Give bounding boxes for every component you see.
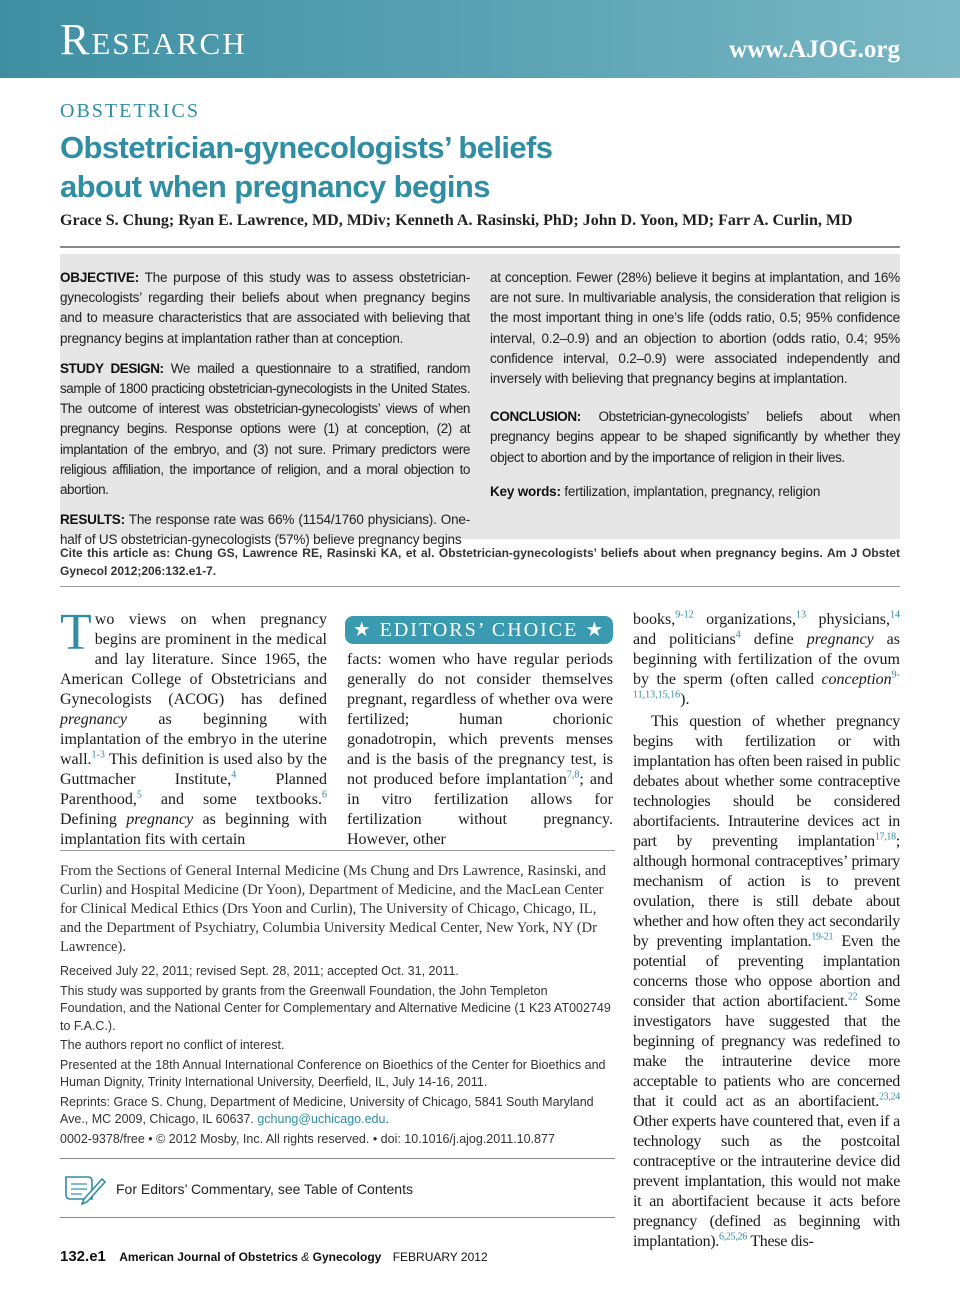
journal-name-2: Gynecology (312, 1250, 382, 1264)
title-line-1: Obstetrician-gynecologists’ beliefs (60, 130, 553, 165)
abstract-keywords: Key words: fertilization, implantation, pregnancy, religion (490, 483, 821, 499)
abstract-box (60, 254, 900, 548)
abstract-results-a: RESULTS: The response rate was 66% (1154/1760 physicians). One-half of US obstetrician-gynecologists (57%) believe pregnancy begins (60, 512, 470, 548)
divider (60, 586, 900, 587)
page-footer (60, 1248, 488, 1265)
journal-amp: & (301, 1250, 310, 1264)
funding: This study was supported by grants from the Greenwall Foundation, the John Templeton Foundation, and the National Center for Complementary and Alternative Medicine (1 K23 AT002749 to F.A.C.). (60, 983, 611, 1033)
footnotes (60, 862, 615, 1148)
body-column-1: Two views on when pregnancy begins are prominent in the medical and lay literature. Since 1965, the American College of Obstetricians and Gynecologists (ACOG) has defined pregnancy as beginning with implantation of the embryo in the uterine wall.$^{1-3}$ This definition is used also by the Guttmacher Institute,$^4$ Planned Parenthood,$^5$ and some textbooks.$^6$ Defining pregnancy as beginning with implantation fits with certain (60, 604, 328, 848)
abstract-conclusion: CONCLUSION: Obstetrician-gynecologists’ beliefs about when pregnancy begins appear to be shaped significantly by whether they object to abortion and by the importance of religion in their lives. (490, 409, 900, 465)
conflict: The authors report no conflict of interest. (60, 1038, 285, 1052)
section-banner-label: Research (60, 15, 247, 64)
issue-date: FEBRUARY 2012 (392, 1250, 488, 1264)
body-column-2: facts: women who have regular periods generally do not consider themselves pregnant, regardless of whether ova were fertilized; human chorionic gonadotropin, which prevents menses and is the basis of the pregnancy test, is not produced before implantation$^{7,8}$; and in vitro fertilization allows for fertilization without pregnancy. However, other (347, 651, 613, 848)
page-number: 132.e1 (60, 1248, 106, 1265)
presented: Presented at the 18th Annual International Conference on Bioethics of the Center for Bioethics and Human Dignity, Trinity International University, Deerfield, IL, July 14-16, 2011. (60, 1057, 606, 1089)
abstract-objective: OBJECTIVE: The purpose of this study was to assess obstetrician-gynecologists’ regarding their beliefs about when pregnancy begins and to measure characteristics that are associated with believing that pregnancy begins at implantation rather than at conception. (60, 270, 470, 346)
author-list: Grace S. Chung; Ryan E. Lawrence, MD, MDiv; Kenneth A. Rasinski, PhD; John D. Yoon, MD; Farr A. Curlin, MD (60, 212, 853, 229)
affiliations: From the Sections of General Internal Medicine (Ms Chung and Drs Lawrence, Rasinski, and Curlin) and Hospital Medicine (Dr Yoon), Department of Medicine, and the MacLean Center for Clinical Medical Ethics (Drs Yoon and Curlin), The University of Chicago, Chicago, IL, and the Department of Psychiatry, Columbia University Medical Center, New York, NY (Dr Lawrence). (60, 863, 606, 955)
abstract-results-b: at conception. Fewer (28%) believe it begins at implantation, and 16% are not sure. In multivariable analysis, the consideration that religion is the most important thing in one’s life (odds ratio, 0.5; 95% confidence interval, 0.2–0.9) and an objection to abortion (odds ratio, 0.4; 95% confidence interval, 0.2–0.9) were associated independently and inversely with believing that pregnancy begins at implantation. (490, 270, 900, 387)
article-title (60, 128, 880, 206)
divider (60, 246, 900, 248)
drop-cap: T (60, 604, 92, 661)
editors-choice-badge: ★ EDITORS’ CHOICE ★ (345, 616, 613, 644)
received-dates: Received July 22, 2011; revised Sept. 28, 2011; accepted Oct. 31, 2011. (60, 964, 459, 978)
abstract-col-right (490, 268, 900, 512)
section-label: OBSTETRICS (60, 100, 201, 122)
commentary-box (60, 1158, 615, 1218)
journal-url[interactable]: www.AJOG.org (729, 36, 900, 63)
journal-name: American Journal of Obstetrics (119, 1250, 298, 1264)
header-banner (0, 0, 960, 78)
divider (60, 850, 615, 851)
abstract-design: STUDY DESIGN: We mailed a questionnaire to a stratified, random sample of 1800 practicing obstetrician-gynecologists in the United States. The outcome of interest was obstetrician-gynecologists’ views of when pregnancy begins. Response options were (1) at conception, (2) at implantation of the embryo, and (3) not sure. Primary predictors were religious affiliation, the importance of religion, and a moral objection to abortion. (60, 360, 470, 498)
note-pencil-icon (62, 1169, 106, 1207)
copyright: 0002-9378/free • © 2012 Mosby, Inc. All rights reserved. • doi: 10.1016/j.ajog.2011.10.877 (60, 1131, 555, 1146)
body-column-3: books,$^{9-12}$ organizations,$^{13}$ physicians,$^{14}$ and politicians$^4$ define pregnancy as beginning with fertilization of the ovum by the sperm (often called conception$^{9-11,13,15,16}$). This question of whether pregnancy begins with fertilization or with implantation has often been raised in public debates about whether some contraceptive technologies should be considered abortifacients. Intrauterine devices act in part by preventing implantation$^{17,18}$; although hormonal contraceptives’ primary mechanism of action is to prevent ovulation, there is still debate about whether and how often they act secondarily by preventing implantation.$^{19-21}$ Even the potential of preventing implantation concerns those who oppose abortion and consider that action abortifacient.$^{22}$ Some investigators have suggested that the beginning of pregnancy was redefined to make the intrauterine device more acceptable to patients who are concerned that it could act as an abortifacient.$^{23,24}$ Other experts have countered that, even if a technology such as the postcoital contraceptive or the intrauterine device did prevent implantation, this would not make it an abortifacient because it acts before pregnancy (defined as beginning with implantation).$^{6,25,26}$ These dis- (633, 609, 900, 1250)
email-link[interactable]: gchung@uchicago.edu (257, 1112, 386, 1126)
reprints: Reprints: Grace S. Chung, Department of Medicine, University of Chicago, 5841 South Maryland Ave., MC 2009, Chicago, IL 60637. gchung@uchicago.edu. (60, 1094, 594, 1126)
abstract-col-left (60, 268, 470, 561)
commentary-note: For Editors’ Commentary, see Table of Contents (116, 1181, 413, 1197)
citation: Cite this article as: Chung GS, Lawrence RE, Rasinski KA, et al. Obstetrician-gynecologists’ beliefs about when pregnancy begins. Am J Obstet Gynecol 2012;206:132.e1-7. (60, 546, 900, 578)
title-line-2: about when pregnancy begins (60, 169, 490, 204)
